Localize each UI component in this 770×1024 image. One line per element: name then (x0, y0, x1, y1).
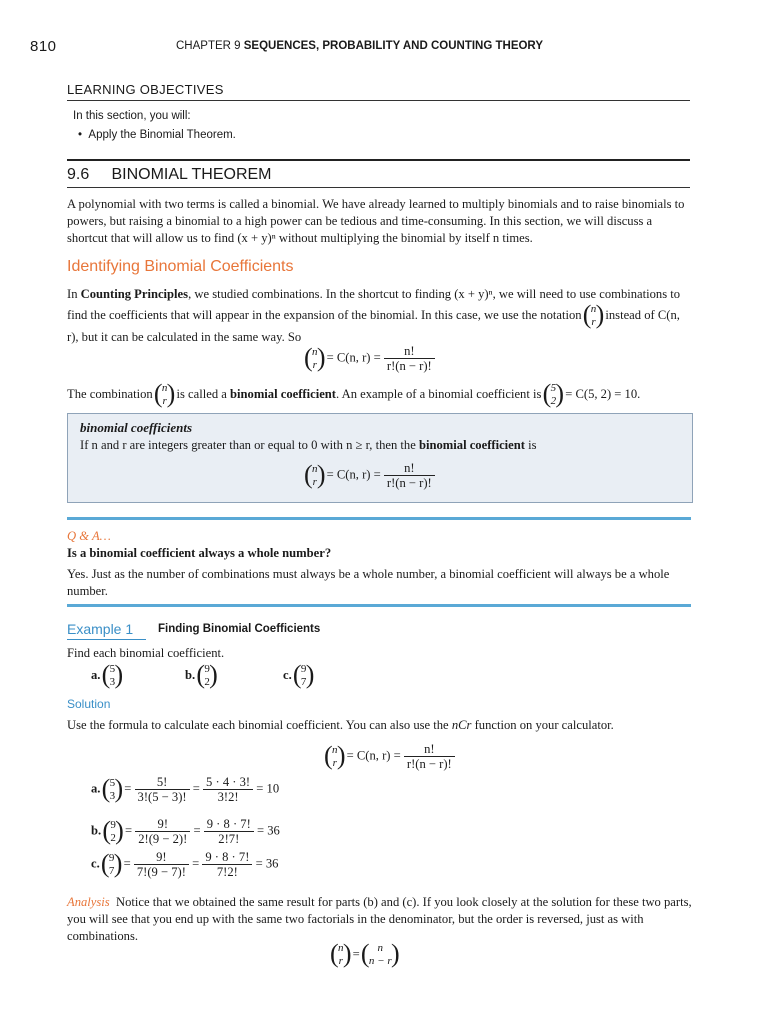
text-run: = C(5, 2) = 10. (565, 386, 641, 401)
equals-sign: = (124, 781, 132, 796)
qa-answer: Yes. Just as the number of combinations must always be a whole number, a binomial coefficient will always be a whole number. (67, 567, 670, 598)
text-run: is called a (176, 386, 227, 401)
example-prompt: Find each binomial coefficient. (67, 646, 225, 660)
fraction: $\frac{9 \cdot 8 \cdot 7!}{2!7!}$ (204, 817, 254, 846)
equals-sign: = (192, 781, 200, 796)
solution-formula (326, 742, 455, 771)
identifying-paragraph (67, 286, 692, 346)
fraction: $\frac{9 \cdot 8 \cdot 7!}{7!2!}$ (202, 850, 252, 879)
text-run: is (528, 438, 537, 452)
chapter-prefix: CHAPTER 9 (176, 40, 241, 52)
fraction: $\frac{5!}{3!(5 - 3)!}$ (135, 775, 190, 804)
symmetry-formula (332, 942, 398, 968)
text-run: In (67, 287, 81, 301)
example-part-b (185, 663, 216, 689)
part-label: b. (185, 667, 196, 682)
part-label: a. (91, 667, 101, 682)
formula-equals: = C(n, r) = (326, 467, 381, 482)
section-divider-top (67, 159, 690, 161)
text-run: binomial coefficient (418, 438, 525, 452)
fraction: $\frac{n!}{r!(n - r)!}$ (384, 461, 435, 490)
step-result: = 36 (255, 856, 279, 871)
binom-value: ( 9 2 ) (104, 819, 122, 845)
binom-value: ( 5 3 ) (104, 777, 122, 803)
step-result: = 10 (256, 781, 280, 796)
binom-value: ( 9 7 ) (103, 852, 121, 878)
analysis-paragraph (67, 894, 692, 945)
definition-title: binomial coefficients (80, 420, 193, 435)
section-divider-bottom (67, 187, 690, 188)
section-number: 9.6 (67, 166, 90, 183)
qa-bottom-bar (67, 604, 691, 607)
calculator-function: nCr (451, 718, 472, 732)
solution-step-a (91, 775, 279, 804)
objectives-intro: In this section, you will: (73, 110, 191, 122)
binom-n-n-minus-r: ( n n − r ) (363, 942, 398, 968)
binom-value: ( 9 2 ) (198, 663, 216, 689)
equals-sign: = (352, 946, 360, 961)
part-label: c. (283, 667, 292, 682)
section-title: BINOMIAL THEOREM (111, 166, 272, 183)
binom-5-2: ( 5 2 ) (545, 382, 563, 408)
definition-text (80, 438, 537, 453)
equals-sign: = (123, 856, 131, 871)
binom-value: ( 9 7 ) (295, 663, 313, 689)
step-result: = 36 (256, 823, 280, 838)
objectives-item (78, 129, 236, 141)
section-heading (67, 166, 272, 184)
solution-text (67, 718, 614, 733)
qa-top-bar (67, 517, 691, 520)
example-part-c (283, 663, 312, 689)
text-run: function on your calculator. (474, 718, 614, 732)
counting-principles-link: Counting Principles (80, 287, 189, 301)
text-run: , we studied combinations. In the shortcut to finding (x + y)ⁿ, we will need to use combinations to find the coefficients that will appear in the expansion of the binomial. In this case, we use the notation (67, 287, 681, 322)
text-run: Use the formula to calculate each binomial coefficient. You can also use the (67, 718, 449, 732)
formula-display (306, 344, 435, 373)
binom-value: ( 5 3 ) (104, 663, 122, 689)
objective-text: Apply the Binomial Theorem. (88, 129, 236, 141)
fraction: $\frac{9!}{7!(9 - 7)!}$ (134, 850, 189, 879)
binom-n-r: ( n r ) (332, 942, 350, 968)
fraction: $\frac{n!}{r!(n - r)!}$ (404, 742, 455, 771)
analysis-label: Analysis (67, 895, 110, 909)
binom-n-r: ( n r ) (306, 346, 324, 372)
example-title: Finding Binomial Coefficients (158, 623, 321, 635)
text-run: . An example of a binomial coefficient is (336, 386, 542, 401)
formula-equals: = C(n, r) = (326, 350, 381, 365)
fraction: $\frac{9!}{2!(9 - 2)!}$ (135, 817, 190, 846)
section-intro: A polynomial with two terms is called a binomial. We have already learned to multiply binomials and to raise binomials to powers, but raising a binomial to a high power can be tedious and time-consuming. In this section, we will discuss a shortcut that will allow us to find (x + y)ⁿ without multiplying the binomial by itself n times. (67, 197, 685, 245)
bullet-icon: • (78, 129, 83, 141)
qa-label: Q & A… (67, 529, 111, 543)
combination-paragraph (67, 382, 692, 408)
part-label: b. (91, 823, 102, 838)
binom-n-r: ( n r ) (156, 382, 174, 408)
definition-formula (306, 461, 435, 490)
chapter-title: SEQUENCES, PROBABILITY AND COUNTING THEORY (243, 40, 543, 52)
subsection-title: Identifying Binomial Coefficients (67, 258, 294, 275)
text-run: instead of C(n, r), but it can be calculated in the same way. So (67, 307, 680, 344)
formula-equals: = C(n, r) = (346, 748, 401, 763)
example-underline (67, 639, 146, 640)
text-run: The combination (67, 386, 153, 401)
solution-label: Solution (67, 697, 111, 711)
equals-sign: = (193, 823, 201, 838)
page-number: 810 (30, 38, 57, 55)
binom-n-r: ( n r ) (326, 744, 344, 770)
fraction: $\frac{5 \cdot 4 \cdot 3!}{3!2!}$ (203, 775, 253, 804)
solution-step-b (91, 817, 280, 846)
text-run: If n and r are integers greater than or equal to 0 with n ≥ r, then the (80, 438, 416, 452)
objectives-title: LEARNING OBJECTIVES (67, 82, 224, 97)
binom-n-r: ( n r ) (306, 463, 324, 489)
fraction: $\frac{n!}{r!(n - r)!}$ (384, 344, 435, 373)
part-label: c. (91, 856, 100, 871)
example-tag: Example 1 (67, 621, 134, 637)
qa-question: Is a binomial coefficient always a whole number? (67, 546, 332, 560)
part-label: a. (91, 781, 101, 796)
analysis-text: Notice that we obtained the same result for parts (b) and (c). If you look closely at the solution for these two parts, you will see that you end up with the same two factorials in the denominator, but the order is reversed, just as with combinations. (67, 895, 692, 943)
equals-sign: = (124, 823, 133, 838)
chapter-header (176, 40, 543, 52)
binom-notation: ( n r ) (585, 303, 603, 329)
example-part-a (91, 663, 121, 689)
equals-sign: = (192, 856, 200, 871)
text-run: binomial coefficient (230, 386, 336, 401)
objectives-divider (67, 100, 690, 101)
solution-step-c (91, 850, 278, 879)
